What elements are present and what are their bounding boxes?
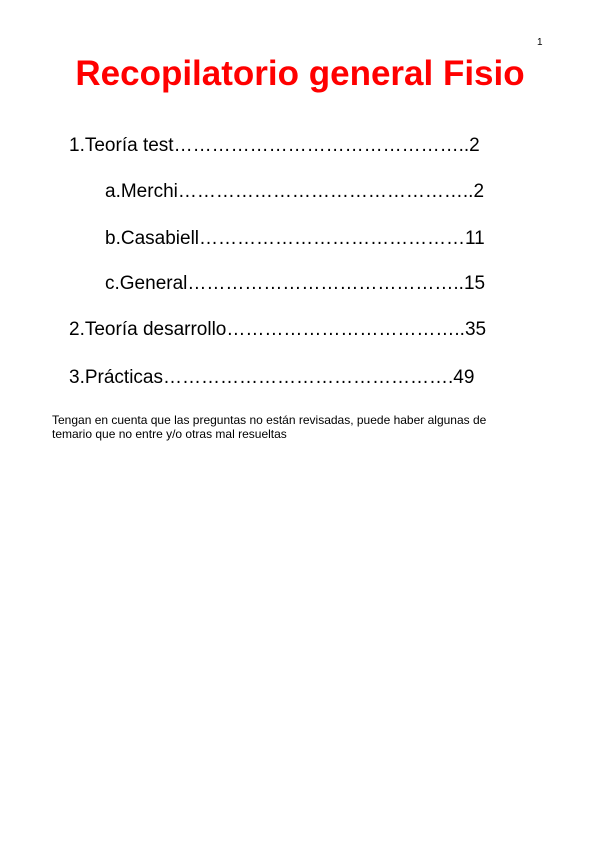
toc-entry-page: 11	[465, 228, 485, 249]
toc-leader-dots: ………………………………………..	[173, 135, 470, 156]
toc-leader-dots: ………………………………………..	[177, 181, 474, 202]
toc-entry-teoria-desarrollo	[69, 318, 486, 342]
toc-entry-number: a.	[105, 181, 121, 202]
page-number: 1	[537, 37, 543, 48]
toc-leader-dots: ……………………………………..	[187, 273, 464, 294]
toc-entry-page: 35	[464, 319, 487, 340]
toc-entry-number: 3.	[69, 367, 85, 388]
toc-leader-dots: ………………………………..	[226, 319, 465, 340]
toc-entry-page: 2	[473, 181, 485, 202]
toc-entry-casabiell	[105, 227, 485, 251]
toc-entry-text: General	[119, 273, 188, 294]
toc-entry-number: 2.	[69, 319, 85, 340]
toc-entry-page: 15	[463, 273, 486, 294]
toc-entry-text: Prácticas	[84, 367, 163, 388]
toc-entry-number: 1.	[69, 135, 85, 156]
toc-entry-general	[105, 272, 485, 296]
toc-entry-teoria-test	[69, 134, 480, 158]
toc-entry-text: Merchi	[120, 181, 178, 202]
toc-entry-text: Casabiell	[120, 228, 200, 249]
toc-entry-text: Teoría test	[84, 135, 174, 156]
toc-entry-number: c.	[105, 273, 120, 294]
disclaimer-line-1: Tengan en cuenta que las preguntas no están revisadas, puede haber algunas de	[52, 413, 487, 427]
toc-entry-practicas	[69, 366, 474, 390]
toc-entry-merchi	[105, 180, 484, 204]
disclaimer-note	[52, 413, 552, 441]
toc-entry-text: Teoría desarrollo	[84, 319, 227, 340]
disclaimer-line-2: temario que no entre y/o otras mal resueltas	[52, 427, 287, 441]
document-title: Recopilatorio general Fisio	[75, 54, 525, 93]
toc-leader-dots: ……………………………………….	[163, 367, 454, 388]
toc-entry-number: b.	[105, 228, 121, 249]
toc-entry-page: 49	[453, 367, 475, 388]
toc-entry-page: 2	[469, 135, 480, 156]
toc-leader-dots: ……………………………………	[199, 228, 466, 249]
